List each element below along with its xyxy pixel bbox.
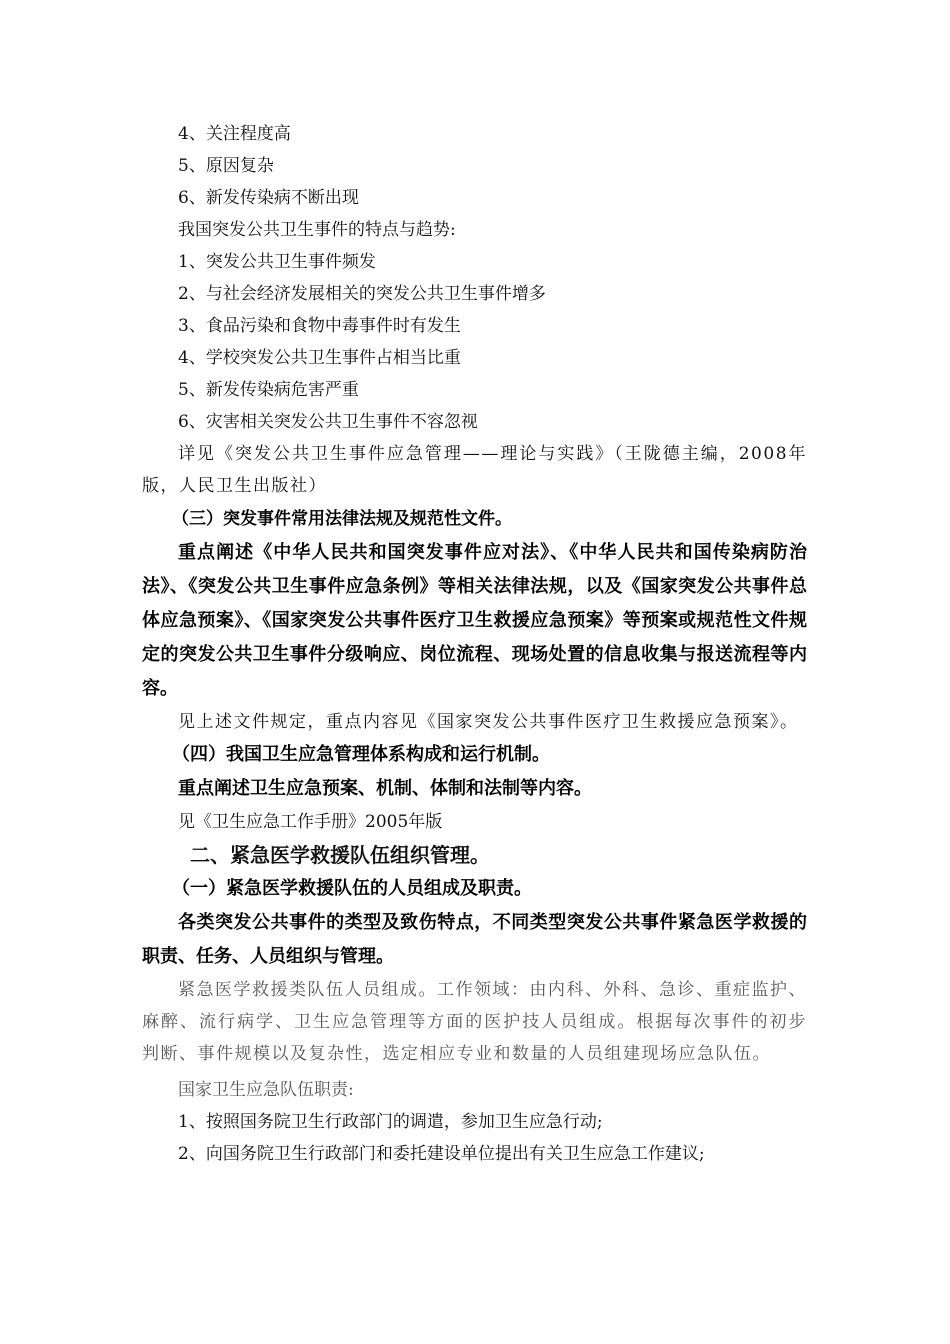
section-4-body: 重点阐述卫生应急预案、机制、体制和法制等内容。 (178, 778, 592, 799)
part-2-section-1-title: （一）紧急医学救援队伍的人员组成及职责。 (172, 878, 532, 899)
list-item: 2、向国务院卫生行政部门和委托建设单位提出有关卫生应急工作建议; (178, 1144, 705, 1164)
trend-title: 我国突发公共卫生事件的特点与趋势: (178, 220, 456, 240)
list-item: 6、灾害相关突发公共卫生事件不容忽视 (178, 412, 478, 432)
list-item: 4、学校突发公共卫生事件占相当比重 (178, 348, 461, 368)
list-item: 5、原因复杂 (178, 156, 274, 176)
section-3-reference: 见上述文件规定，重点内容见《国家突发公共事件医疗卫生救援应急预案》。 (178, 712, 799, 732)
list-item: 3、食品污染和食物中毒事件时有发生 (178, 316, 461, 336)
list-item: 4、关注程度高 (178, 124, 291, 144)
duty-title: 国家卫生应急队伍职责: (178, 1080, 354, 1100)
list-item: 1、按照国务院卫生行政部门的调遣，参加卫生应急行动; (178, 1112, 603, 1132)
list-item: 5、新发传染病危害严重 (178, 380, 359, 400)
section-4-title: （四）我国卫生应急管理体系构成和运行机制。 (172, 744, 550, 765)
part-2-title: 二、紧急医学救援队伍组织管理。 (190, 843, 490, 867)
list-item: 2、与社会经济发展相关的突发公共卫生事件增多 (178, 284, 546, 304)
section-3-body: 重点阐述《中华人民共和国突发事件应对法》、《中华人民共和国传染病防治法》、《突发公共卫生事件应急条例》等相关法律法规，以及《国家突发公共事件总体应急预案》、《国家突发公共事件医疗卫生救援应急预案》等预案或规范性文件规定的突发公共卫生事件分级响应、岗位流程、现场处置的信息收集与报送流程等内容。 (142, 542, 807, 699)
list-item: 1、突发公共卫生事件频发 (178, 252, 376, 272)
reference-paragraph: 详见《突发公共卫生事件应急管理——理论与实践》（王陇德主编，2008年版，人民卫生出版社） (142, 444, 807, 496)
section-4-reference: 见《卫生应急工作手册》2005年版 (178, 812, 443, 832)
part-2-section-1-text: 紧急医学救援类队伍人员组成。工作领域：由内科、外科、急诊、重症监护、麻醉、流行病学、卫生应急管理等方面的医护技人员组成。根据每次事件的初步判断、事件规模以及复杂性，选定相应专业和数量的人员组建现场应急队伍。 (142, 980, 807, 1064)
list-item: 6、新发传染病不断出现 (178, 188, 359, 208)
part-2-section-1-body: 各类突发公共事件的类型及致伤特点，不同类型突发公共事件紧急医学救援的职责、任务、人员组织与管理。 (142, 912, 807, 967)
section-3-title: （三）突发事件常用法律法规及规范性文件。 (172, 509, 512, 529)
document-content (142, 118, 807, 1170)
